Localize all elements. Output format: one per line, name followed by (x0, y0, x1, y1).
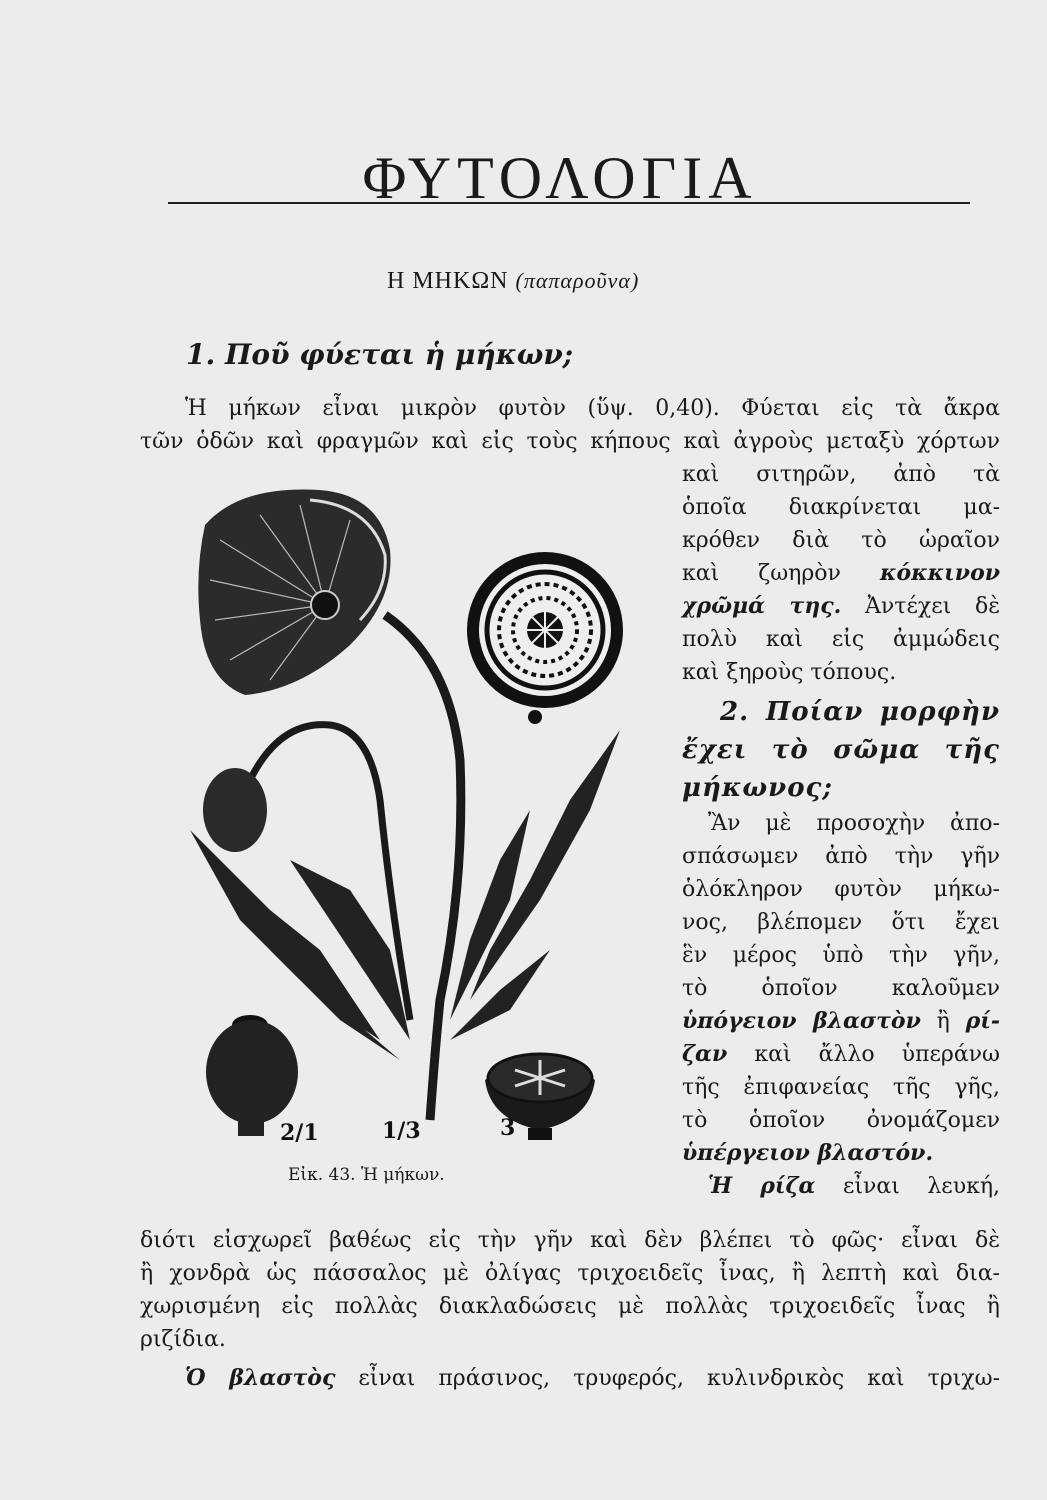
col-line: νος, βλέπομεν ὅτι ἔχει (682, 910, 1000, 935)
section1-heading: 1. Ποῦ φύεται ἡ μήκων; (186, 338, 574, 371)
bold-color-term: χρῶμά της. (682, 593, 842, 619)
col-line-terms2 (682, 1038, 1000, 1071)
col-line: τὸ ὁποῖον καλοῦμεν (682, 976, 1000, 1001)
col-line (682, 1137, 1000, 1170)
poppy-flower (198, 489, 390, 695)
col-line: καὶ σιτηρῶν, ἀπὸ τὰ (682, 462, 1000, 487)
bold-aboveground-term: ὑπέργειον βλαστόν. (682, 1140, 934, 1166)
heading-line: μήκωνος; (682, 773, 833, 803)
col-line-color2 (682, 590, 1000, 623)
bold-root-term: ρί- (965, 1008, 1001, 1034)
root-line-2: ἢ χονδρὰ ὡς πάσσαλος μὲ ὀλίγας τριχοειδεῖς ἶνας, ἢ λεπτὴ καὶ δια- (140, 1261, 1000, 1286)
col-line: ὁποῖα διακρίνεται μα- (682, 495, 1000, 520)
col-text: καὶ ἄλλο ὑπεράνω (754, 1042, 1000, 1067)
col-line-terms (682, 1005, 1000, 1038)
section1-line-2: τῶν ὁδῶν καὶ φραγμῶν καὶ εἰς τοὺς κήπους καὶ ἀγροὺς μεταξὺ χόρτων (140, 429, 1000, 454)
col-line: σπάσωμεν ἀπὸ τὴν γῆν (682, 844, 1000, 869)
main-stem (385, 615, 461, 1120)
col-line: τὸ ὁποῖον ὀνομάζομεν (682, 1108, 1000, 1133)
col-text: καὶ ζωηρὸν (682, 561, 841, 586)
col-line: Ἂν μὲ προσοχὴν ἀπο- (708, 811, 1000, 836)
bold-red-term: κόκκινον (880, 560, 1001, 586)
root-label: Ἡ ρίζα (708, 1173, 816, 1199)
col-line: ὁλόκληρον φυτὸν μήκω- (682, 877, 1000, 902)
right-column (682, 458, 1000, 1203)
subtitle-paren: (παπαροῦνα) (515, 268, 640, 293)
stem-line (140, 1362, 1000, 1395)
title-rule (168, 202, 970, 204)
figure-caption: Εἰκ. 43. Ἡ μήκων. (288, 1165, 445, 1185)
col-line-color (682, 557, 1000, 590)
col-text: Ἀντέχει δὲ (865, 594, 1000, 619)
col-line-root (682, 1170, 1000, 1203)
section2-heading (682, 693, 1000, 807)
subtitle-main: Η ΜΗΚΩΝ (387, 268, 509, 294)
col-text: εἶναι λευκή, (842, 1174, 1001, 1199)
bold-underground-term: ὑπόγειον βλαστὸν (682, 1008, 921, 1034)
col-line: καὶ ξηροὺς τόπους. (682, 660, 897, 685)
heading-line: 2. Ποίαν μορφὴν (720, 697, 1000, 727)
col-line: κρόθεν διὰ τὸ ὡραῖον (682, 528, 1000, 553)
col-text: ἢ (936, 1009, 950, 1034)
stem-label: Ὁ βλαστὸς (185, 1365, 336, 1391)
root-line-1: διότι εἰσχωρεῖ βαθέως εἰς τὴν γῆν καὶ δὲν βλέπει τὸ φῶς· εἶναι δὲ (140, 1228, 1000, 1253)
col-line: πολὺ καὶ εἰς ἀμμώδεις (682, 627, 1000, 652)
poppy-bud (203, 768, 267, 852)
col-line: ἓν μέρος ὑπὸ τὴν γῆν, (682, 943, 1000, 968)
col-line: τῆς ἐπιφανείας τῆς γῆς, (682, 1075, 1000, 1100)
heading-line: ἔχει τὸ σῶμα τῆς (682, 735, 1000, 765)
section1-line-1: Ἡ μήκων εἶναι μικρὸν φυτὸν (ὕψ. 0,40). Φύεται εἰς τὰ ἄκρα (185, 396, 1000, 421)
seed-capsule (206, 1015, 298, 1136)
root-line-4: ριζίδια. (140, 1327, 226, 1352)
page-title: ΦΥΤΟΛΟΓΙΑ (362, 145, 758, 211)
chapter-subtitle (387, 268, 639, 295)
scale-label-b: 1/3 (382, 1118, 421, 1144)
poppy-illustration (150, 480, 670, 1160)
scale-label-a: 2/1 (280, 1120, 319, 1146)
root-line-3: χωρισμένη εἰς πολλὰς διακλαδώσεις μὲ πολλὰς τριχοειδεῖς ἶνας ἢ (140, 1294, 1000, 1319)
scale-label-c: 3 (500, 1115, 516, 1141)
seed-capsule-section (467, 552, 623, 724)
bold-root-term-end: ζαν (682, 1041, 728, 1067)
stem-text: εἶναι πράσινος, τρυφερός, κυλινδρικὸς καὶ τριχω- (358, 1366, 1000, 1391)
